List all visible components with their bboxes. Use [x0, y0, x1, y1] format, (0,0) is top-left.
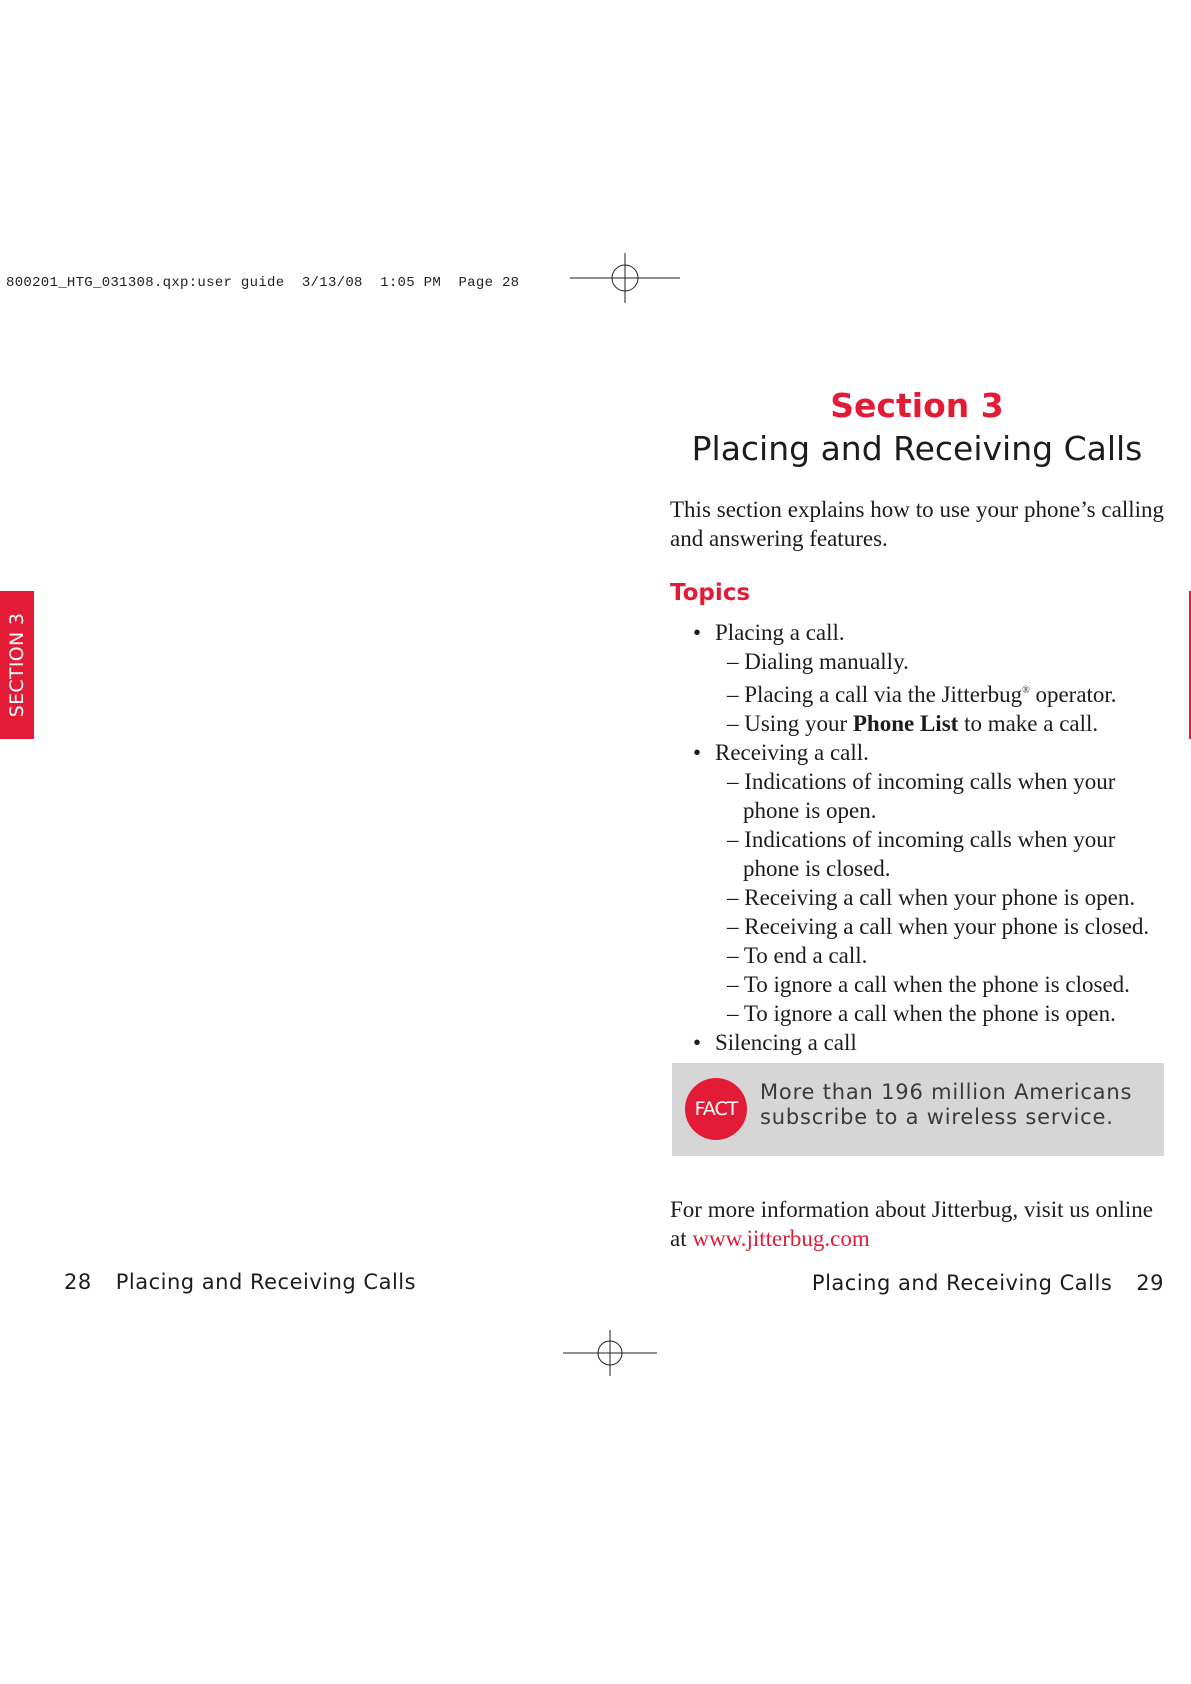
list-item-continuation: [670, 854, 1170, 883]
section-tab-label: SECTION 3: [6, 612, 28, 718]
more-info-paragraph: [670, 1195, 1164, 1253]
topic-text: – Indications of incoming calls when your: [727, 769, 1116, 794]
topics-list: [670, 618, 1170, 1057]
list-item: [670, 912, 1170, 941]
topic-text: Receiving a call.: [715, 740, 869, 765]
list-item: [670, 676, 1170, 709]
section-number: Section 3: [830, 386, 1004, 425]
fact-text: [760, 1080, 1160, 1130]
phone-list-term: Phone List: [852, 711, 959, 736]
list-item: [670, 883, 1170, 912]
bullet-icon: •: [693, 620, 702, 645]
list-item: [670, 941, 1170, 970]
topic-text: – To ignore a call when the phone is closed.: [727, 972, 1130, 997]
topic-text: Silencing a call: [715, 1030, 857, 1055]
bullet-icon: •: [693, 740, 702, 765]
section-tab: [0, 591, 34, 739]
topic-text: – Using your: [727, 711, 853, 736]
topic-text: – Receiving a call when your phone is closed.: [727, 914, 1150, 939]
topic-text: – To ignore a call when the phone is open.: [727, 1001, 1116, 1026]
page-number-left: 28: [64, 1270, 92, 1294]
list-item: [670, 1028, 1170, 1057]
fact-box: [672, 1063, 1164, 1156]
running-title-right: Placing and Receiving Calls: [811, 1271, 1113, 1295]
list-item: [670, 999, 1170, 1028]
topic-text: phone is open.: [743, 798, 877, 823]
registration-mark-top: [570, 253, 680, 303]
page-title: Placing and Receiving Calls: [691, 429, 1143, 468]
topic-text: operator.: [1029, 682, 1117, 707]
fact-line: More than 196 million Americans: [760, 1080, 1133, 1104]
more-info-text: For more information about Jitterbug, visit us online at: [670, 1197, 1153, 1251]
list-item: [670, 970, 1170, 999]
bullet-icon: •: [693, 1030, 702, 1055]
list-item: [670, 618, 1170, 647]
topic-text: – Dialing manually.: [727, 649, 909, 674]
topics-heading: Topics: [670, 580, 751, 606]
registration-mark-bottom: [563, 1330, 657, 1376]
topic-text: – Placing a call via the Jitterbug: [727, 682, 1023, 707]
topic-text: to make a call.: [958, 711, 1099, 736]
registered-mark: ®: [1022, 685, 1030, 696]
running-title-left: Placing and Receiving Calls: [115, 1270, 417, 1294]
topic-text: – Indications of incoming calls when your: [727, 827, 1116, 852]
printer-slug: 800201_HTG_031308.qxp:user guide 3/13/08 1:05 PM Page 28: [6, 275, 520, 291]
fact-badge: FACT: [685, 1078, 747, 1140]
list-item: [670, 647, 1170, 676]
list-item-continuation: [670, 796, 1170, 825]
topic-text: Placing a call.: [715, 620, 845, 645]
topic-text: – Receiving a call when your phone is open.: [727, 885, 1136, 910]
topic-text: – To end a call.: [727, 943, 868, 968]
page-number-right: 29: [1136, 1271, 1164, 1295]
website-link[interactable]: www.jitterbug.com: [692, 1226, 870, 1251]
footer-right: [812, 1271, 1164, 1295]
list-item: [670, 709, 1170, 738]
footer-left: [64, 1270, 416, 1294]
topic-text: phone is closed.: [743, 856, 891, 881]
list-item: [670, 767, 1170, 796]
fact-line: subscribe to a wireless service.: [760, 1105, 1114, 1129]
list-item: [670, 738, 1170, 767]
list-item: [670, 825, 1170, 854]
intro-paragraph: This section explains how to use your phone’s calling and answering features.: [670, 497, 1164, 551]
